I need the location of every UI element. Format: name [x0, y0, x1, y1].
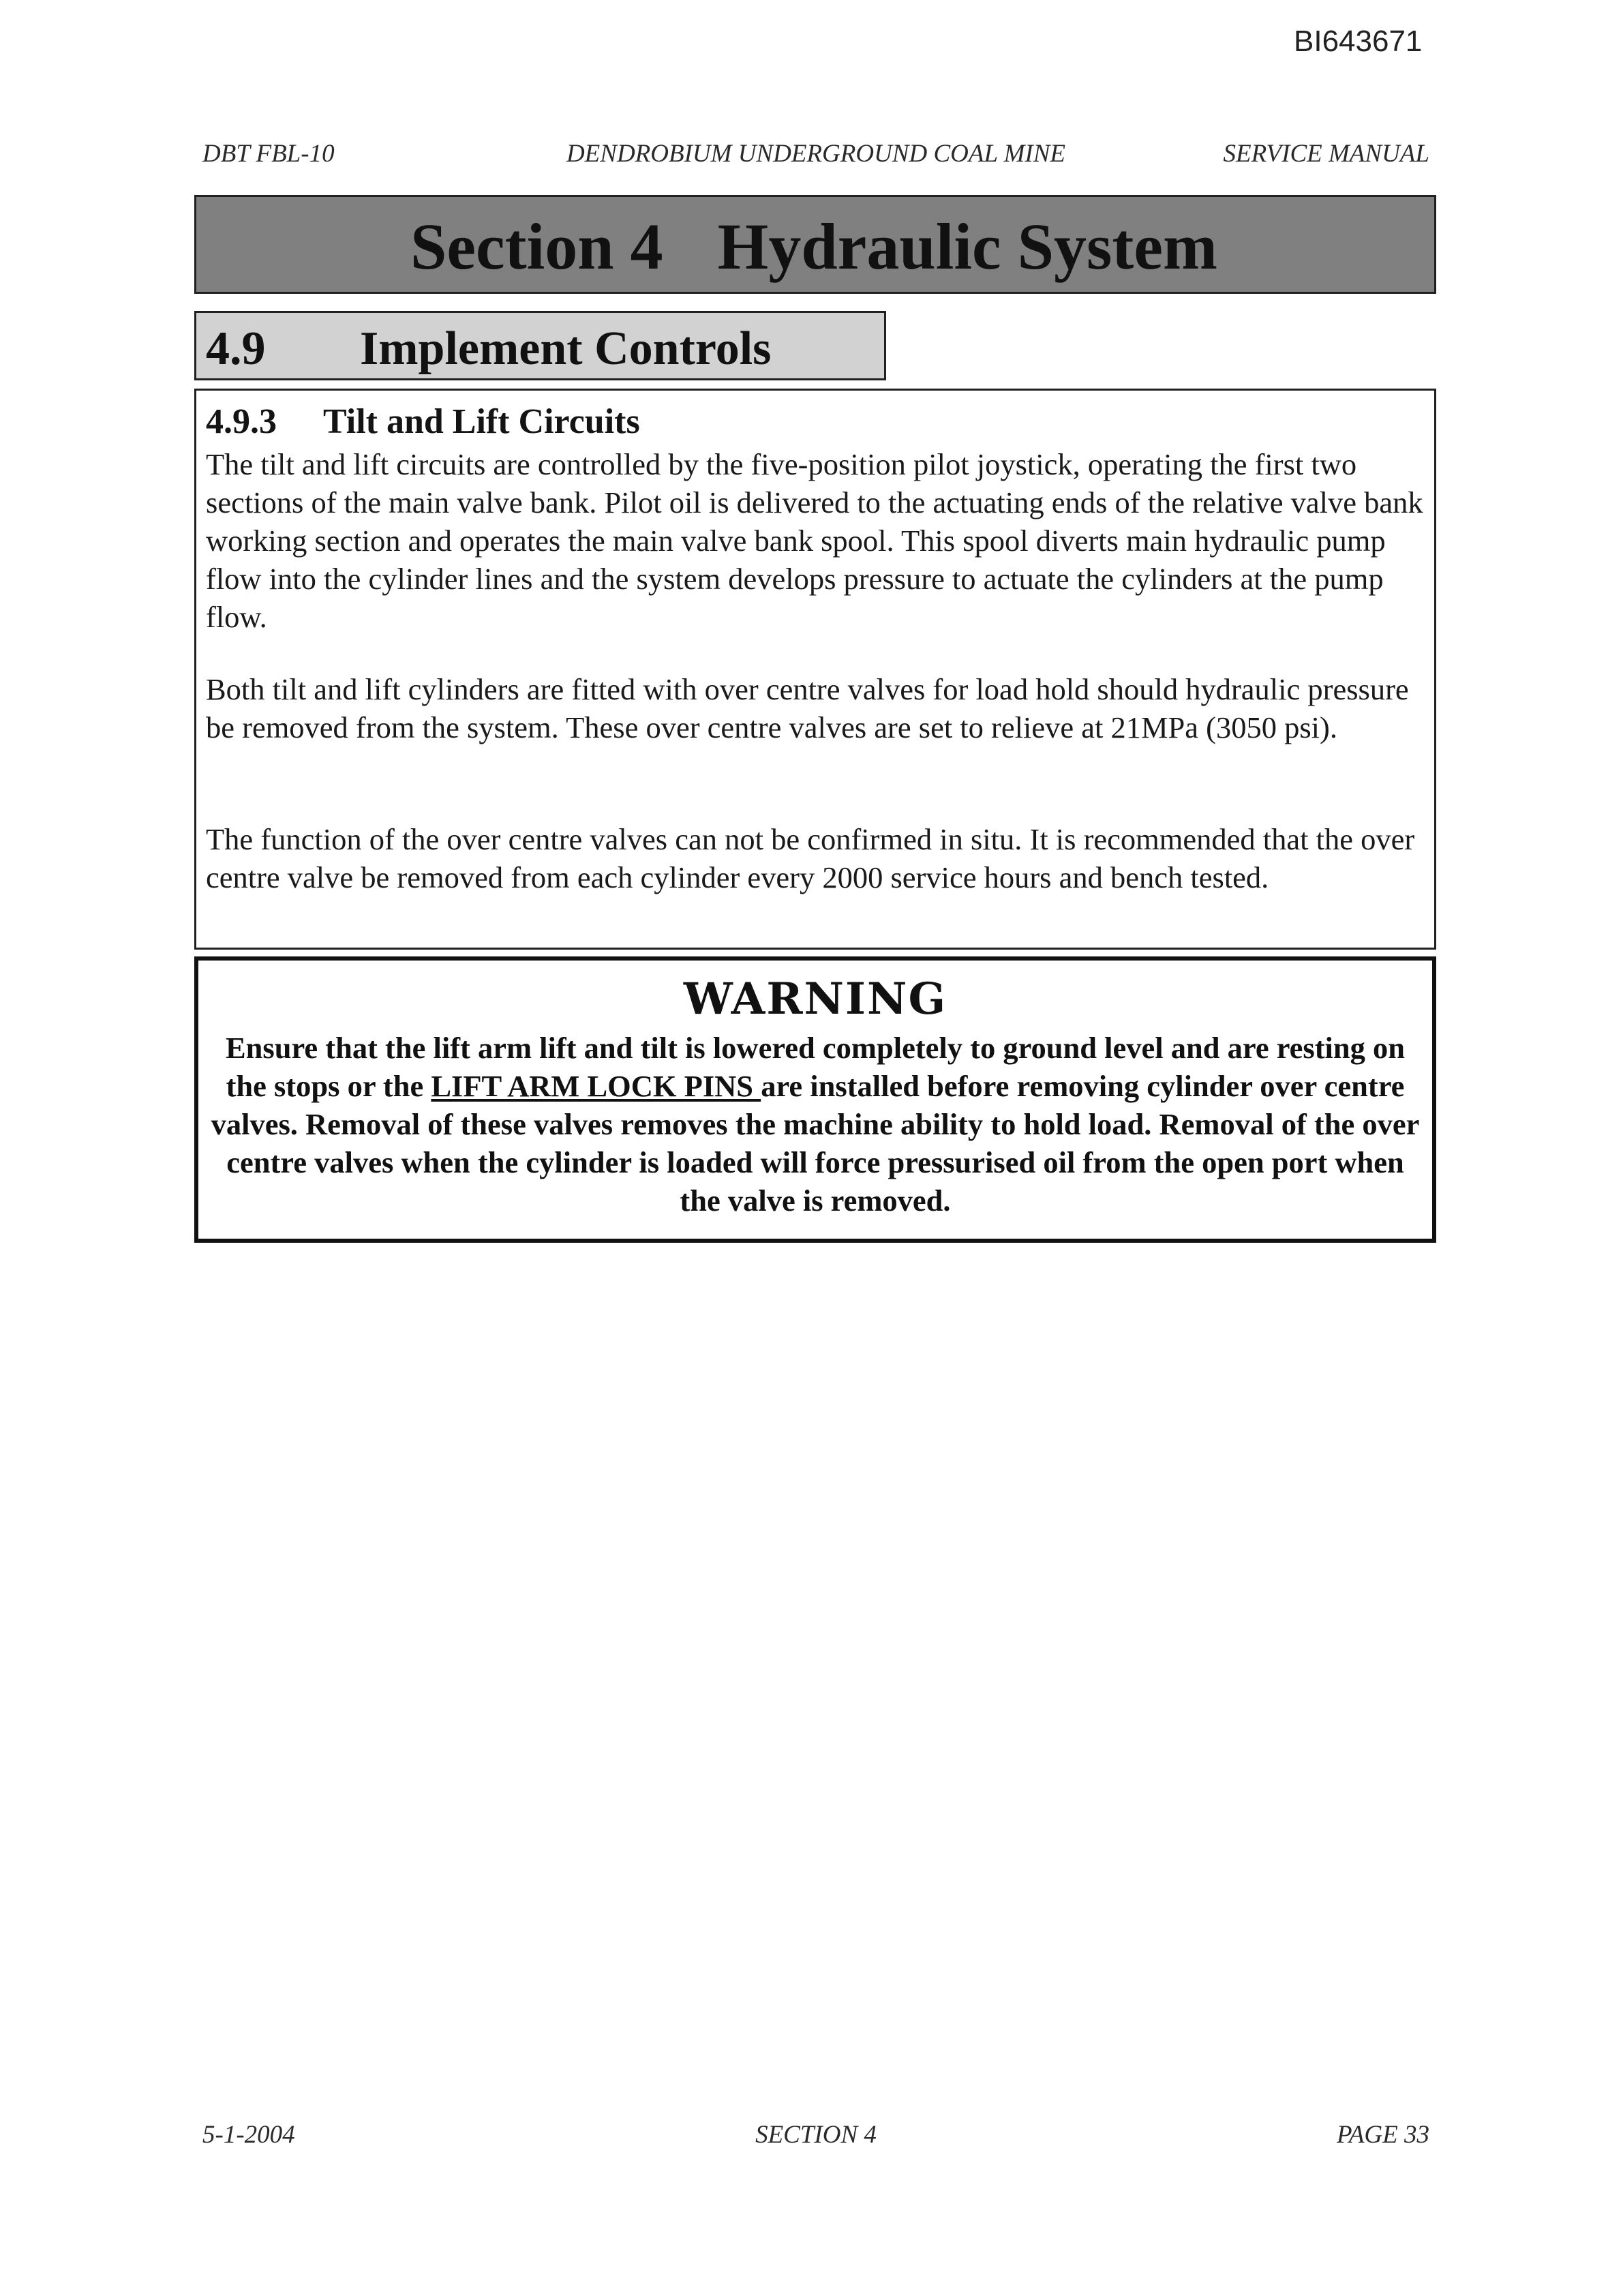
header-manual-type: SERVICE MANUAL: [1223, 140, 1429, 168]
section-banner: [194, 195, 1436, 294]
footer-date: 5-1-2004: [202, 2121, 295, 2149]
lift-arm-lock-pins-reference: LIFT ARM LOCK PINS: [431, 1069, 761, 1103]
subsection-heading: [194, 311, 886, 380]
topic-number: 4.9.3: [206, 402, 277, 441]
warning-text-end: are installed before removing cylinder over centre valves. Removal of these valves removes the machine ability to hold load. Removal of the over centre valves when the cylinder is loaded will force pressurised oil from the open port when the valve is removed.: [211, 1069, 1420, 1218]
topic-heading: [206, 402, 640, 442]
warning-title: WARNING: [683, 973, 947, 1025]
warning-text: [207, 1029, 1424, 1220]
footer-page-number: PAGE 33: [1336, 2121, 1429, 2149]
document-id: BI643671: [1294, 25, 1423, 58]
subsection-number: 4.9: [206, 322, 266, 375]
running-footer: [202, 2120, 1429, 2156]
section-title: [410, 211, 1217, 283]
section-label: Section 4: [410, 210, 663, 283]
paragraph: The tilt and lift circuits are controlled by the five-position pilot joystick, operating the first two sections of the main valve bank. Pilot oil is delivered to the actuating ends of the relative valve bank working section and operates the main valve bank spool. This spool diverts main hydraulic pump flow into the cylinder lines and the system develops pressure to actuate the cylinders at the pump flow.: [206, 447, 1423, 634]
header-model: DBT FBL-10: [202, 140, 335, 168]
subsection-title: Implement Controls: [360, 322, 772, 375]
section-name: Hydraulic System: [717, 210, 1217, 283]
footer-section: SECTION 4: [755, 2121, 877, 2149]
warning-text-start: Ensure that the lift arm lift and tilt is lowered completely to ground level and are resting on the stops or the: [225, 1031, 1406, 1103]
paragraph: The function of the over centre valves can not be confirmed in situ. It is recommended that the over centre valve be removed from each cylinder every 2000 service hours and bench tested.: [206, 822, 1415, 894]
running-header: [202, 139, 1429, 175]
paragraph: Both tilt and lift cylinders are fitted with over centre valves for load hold should hydraulic pressure be removed from the system. These over centre valves are set to relieve at 21MPa (3050 psi).: [206, 672, 1409, 744]
topic-title: Tilt and Lift Circuits: [323, 402, 640, 441]
header-site: DENDROBIUM UNDERGROUND COAL MINE: [566, 140, 1066, 168]
warning-box: [194, 956, 1436, 1243]
topic-content-box: [194, 389, 1436, 950]
